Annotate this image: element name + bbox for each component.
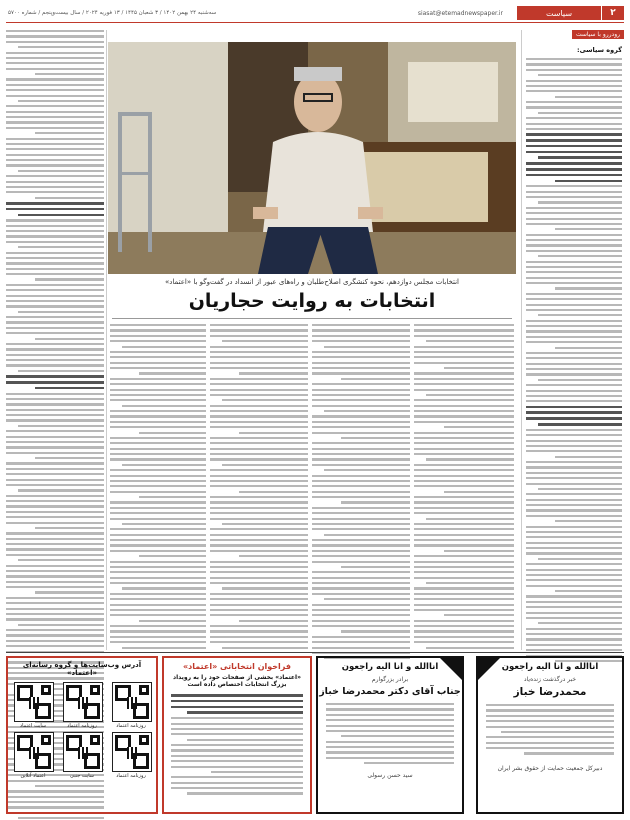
obituary-notice-right: [476, 656, 624, 814]
obituary-signature: دبیرکل جمعیت حمایت از حقوق بشر ایران: [497, 764, 603, 772]
story-column-1: [414, 324, 514, 649]
qr-box-title: آدرس وب‌سایت‌ها و گروه رسانه‌ای «اعتماد»: [22, 661, 142, 677]
qr-grid: [8, 682, 156, 779]
qr-code-icon[interactable]: [63, 682, 103, 722]
right-column: [526, 46, 622, 662]
qr-codes-box: [6, 656, 158, 814]
qr-item[interactable]: سایت جنبی: [61, 732, 103, 779]
qr-item[interactable]: اعتماد آنلاین: [12, 732, 54, 779]
section-name: سیاست: [517, 6, 601, 20]
qr-code-icon[interactable]: [63, 732, 103, 772]
mourning-ribbon: [440, 658, 462, 680]
right-column-text: [526, 58, 622, 662]
dateline: سه‌شنبه ۲۴ بهمن ۱۴۰۲ / ۳ شعبان ۱۴۴۵ / ۱۳ فوریه ۲۰۲۴ / سال بیست‌وپنجم / شماره ۵۷۰۰: [8, 10, 217, 16]
call-box-title: فراخوان انتخاباتی «اعتماد»: [182, 662, 292, 671]
byline-rubric: گروه سیاسی:: [576, 46, 622, 54]
page-number: ۲: [602, 6, 624, 20]
obituary-name: جناب آقای دکتر محمدرضا خباز: [319, 686, 461, 697]
obituary-header: اناالله و انا الیه راجعون: [341, 662, 439, 672]
qr-item[interactable]: روزنامه اعتماد: [61, 682, 103, 729]
obituary-subtitle: برادر بزرگوارم: [371, 676, 409, 683]
obituary-name: محمدرضا خباز: [513, 686, 587, 698]
qr-item[interactable]: سایت اعتماد: [12, 682, 54, 729]
obituary-subtitle: خبر درگذشت زنده‌یاد: [523, 676, 577, 683]
column-divider: [106, 30, 107, 650]
qr-code-icon[interactable]: [14, 732, 54, 772]
header-rule: [6, 22, 624, 23]
qr-code-icon[interactable]: [112, 682, 152, 722]
interview-photo: [108, 42, 516, 274]
ads-rule: [6, 652, 624, 653]
qr-code-icon[interactable]: [14, 682, 54, 722]
kicker-badge: رودررو با سیاست: [572, 30, 624, 39]
photo-illustration: [108, 42, 516, 274]
obituary-header: اناالله و انا الیه راجعون: [501, 662, 599, 672]
section-email: siasat@etemadnewspaper.ir: [417, 9, 503, 17]
story-column-4: [110, 324, 206, 649]
story-column-3: [210, 324, 308, 649]
qr-item[interactable]: روزنامه اعتماد: [110, 732, 152, 779]
column-divider: [521, 30, 522, 650]
headline-dek: انتخابات مجلس دوازدهم، نحوه کنشگری اصلاح‌طلبان و راه‌های عبور از انسداد در گفت‌وگو با «اعتماد»: [165, 278, 459, 286]
obituary-signature: سید حسن رسولی: [367, 772, 413, 780]
obituary-notice-middle: [316, 656, 464, 814]
qr-item[interactable]: روزنامه اعتماد: [110, 682, 152, 729]
headline-rule: [112, 318, 512, 319]
mourning-ribbon: [478, 658, 500, 680]
qr-code-icon[interactable]: [112, 732, 152, 772]
story-column-2: [312, 324, 410, 659]
call-box-subtitle: «اعتماد» بخشی از صفحات خود را به رویداد بزرگ انتخابات اختصاص داده است: [173, 674, 301, 688]
page-header: [6, 6, 624, 20]
main-headline: انتخابات به روایت حجاریان: [188, 290, 436, 312]
election-call-box: [162, 656, 312, 814]
